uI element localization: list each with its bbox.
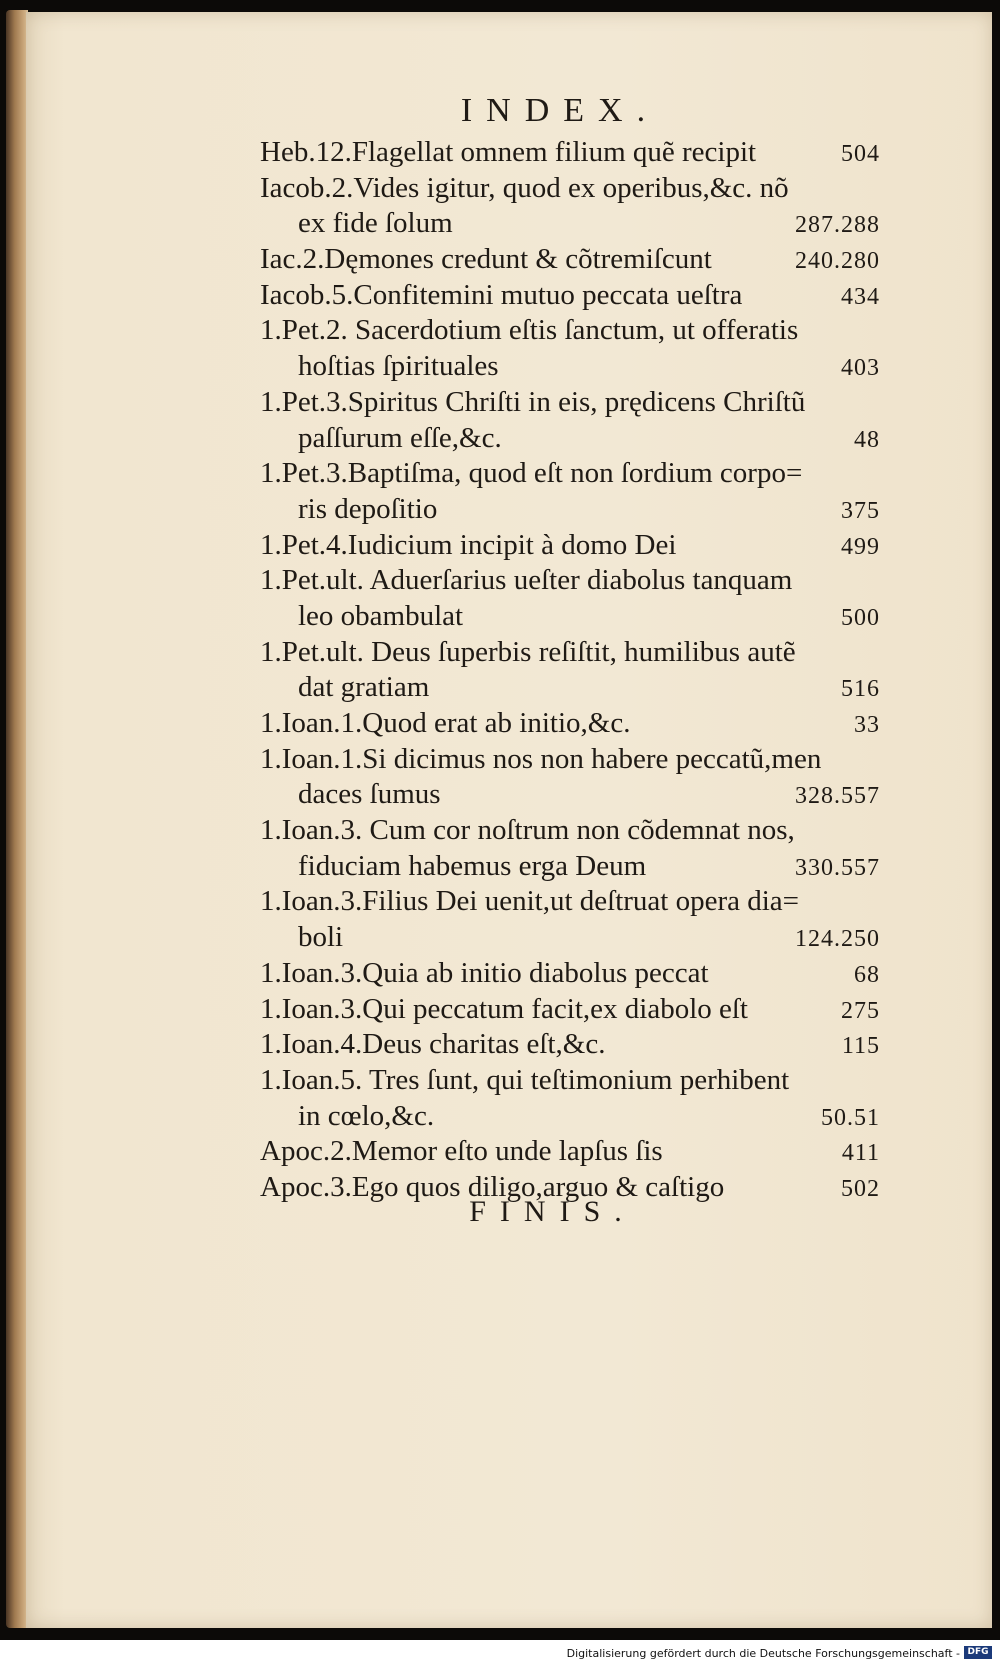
index-entry — [260, 742, 880, 813]
entry-continuation: boli — [298, 921, 344, 954]
index-entry — [260, 706, 880, 742]
entry-page-ref: 330.557 — [795, 854, 880, 881]
index-entry — [260, 313, 880, 384]
index-entry — [260, 528, 880, 564]
entry-text: 1.Ioan.3.Filius Dei uenit,ut deſtruat opera dia= — [260, 885, 800, 918]
entry-text: 1.Ioan.1.Si dicimus nos non habere peccatũ,men — [260, 742, 822, 775]
entry-text: 1.Ioan.1.Quod erat ab initio,&c. — [260, 707, 631, 739]
entry-text: Iacob.2.Vides igitur, quod ex operibus,&c. nõ — [260, 171, 789, 204]
entry-text: Heb.12.Flagellat omnem filium quẽ recipit — [260, 136, 757, 168]
index-entry — [260, 1063, 880, 1134]
index-entry — [260, 992, 880, 1028]
entry-page-ref: 240.280 — [795, 248, 880, 275]
entry-page-ref: 434 — [841, 283, 880, 310]
index-entry — [260, 278, 880, 314]
entry-text: Apoc.3.Ego quos diligo,arguo & caſtigo — [260, 1170, 725, 1203]
entry-continuation: in cœlo,&c. — [298, 1099, 435, 1132]
index-entry — [260, 135, 880, 171]
entry-continuation: leo obambulat — [298, 599, 464, 632]
entry-page-ref: 287.288 — [795, 212, 880, 239]
index-entry — [260, 1027, 880, 1063]
entry-page-ref: 275 — [841, 997, 880, 1024]
entry-text: Iac.2.Dęmones credunt & cõtremiſcunt — [260, 243, 712, 276]
index-entry — [260, 884, 880, 955]
entry-text: 1.Ioan.4.Deus charitas eſt,&c. — [260, 1028, 606, 1061]
index-entries — [260, 135, 880, 1206]
entry-text: Iacob.5.Confitemini mutuo peccata ueſtra — [260, 278, 743, 311]
entry-text: 1.Pet.4.Iudicium incipit à domo Dei — [260, 528, 677, 561]
index-entry — [260, 242, 880, 278]
entry-text: 1.Ioan.3. Cum cor noſtrum non cõdemnat nos, — [260, 814, 795, 847]
entry-page-ref: 411 — [841, 1140, 880, 1167]
footer-credit: Digitalisierung gefördert durch die Deutsche Forschungsgemeinschaft - — [566, 1647, 960, 1660]
finis-text: FINIS. — [469, 1195, 636, 1228]
entry-continuation: paſſurum eſſe,&c. — [298, 421, 502, 454]
entry-continuation: hoſtias ſpirituales — [298, 350, 499, 383]
page-header: INDEX. — [460, 92, 660, 129]
entry-continuation: dat gratiam — [298, 671, 430, 704]
entry-page-ref: 516 — [841, 676, 880, 703]
entry-text: 1.Pet.ult. Aduerſarius ueſter diabolus tanquam — [260, 564, 793, 597]
entry-continuation: ex fide ſolum — [298, 207, 453, 240]
entry-page-ref: 124.250 — [795, 926, 880, 953]
index-entry — [260, 1134, 880, 1170]
entry-text: 1.Ioan.3.Qui peccatum facit,ex diabolo eſt — [260, 992, 748, 1025]
entry-page-ref: 68 — [854, 961, 880, 988]
entry-page-ref: 500 — [841, 604, 880, 631]
entry-text: 1.Pet.3.Baptiſma, quod eſt non ſordium corpo= — [260, 457, 803, 490]
entry-page-ref: 504 — [841, 141, 880, 167]
entry-continuation: fiduciam habemus erga Deum — [298, 849, 647, 882]
index-entry — [260, 635, 880, 706]
entry-text: 1.Pet.3.Spiritus Chriſti in eis, prędicens Chriſtũ — [260, 385, 806, 418]
index-entry — [260, 456, 880, 527]
index-entry — [260, 813, 880, 884]
entry-page-ref: 502 — [841, 1175, 880, 1202]
entry-text: 1.Ioan.3.Quia ab initio diabolus peccat — [260, 956, 709, 989]
entry-page-ref: 50.51 — [821, 1104, 880, 1131]
dfg-logo: DFG — [964, 1646, 992, 1659]
entry-page-ref: 115 — [841, 1033, 880, 1060]
entry-page-ref: 33 — [854, 712, 880, 738]
entry-text: 1.Ioan.5. Tres ſunt, qui teſtimonium perhibent — [260, 1063, 790, 1096]
entry-page-ref: 375 — [841, 497, 880, 524]
entry-continuation: ris depoſitio — [298, 492, 438, 525]
index-entry — [260, 385, 880, 456]
index-entry — [260, 956, 880, 992]
index-entry — [260, 563, 880, 634]
entry-page-ref: 328.557 — [795, 783, 880, 810]
entry-page-ref: 403 — [841, 355, 880, 382]
entry-page-ref: 48 — [854, 426, 880, 453]
entry-page-ref: 499 — [841, 533, 880, 560]
entry-text: Apoc.2.Memor eſto unde lapſus ſis — [260, 1135, 663, 1168]
book-edge — [6, 10, 28, 1628]
entry-continuation: daces ſumus — [298, 778, 441, 811]
entry-text: 1.Pet.2. Sacerdotium eſtis ſanctum, ut offeratis — [260, 314, 799, 347]
entry-text: 1.Pet.ult. Deus ſuperbis reſiſtit, humilibus autẽ — [260, 635, 796, 668]
index-entry — [260, 171, 880, 242]
